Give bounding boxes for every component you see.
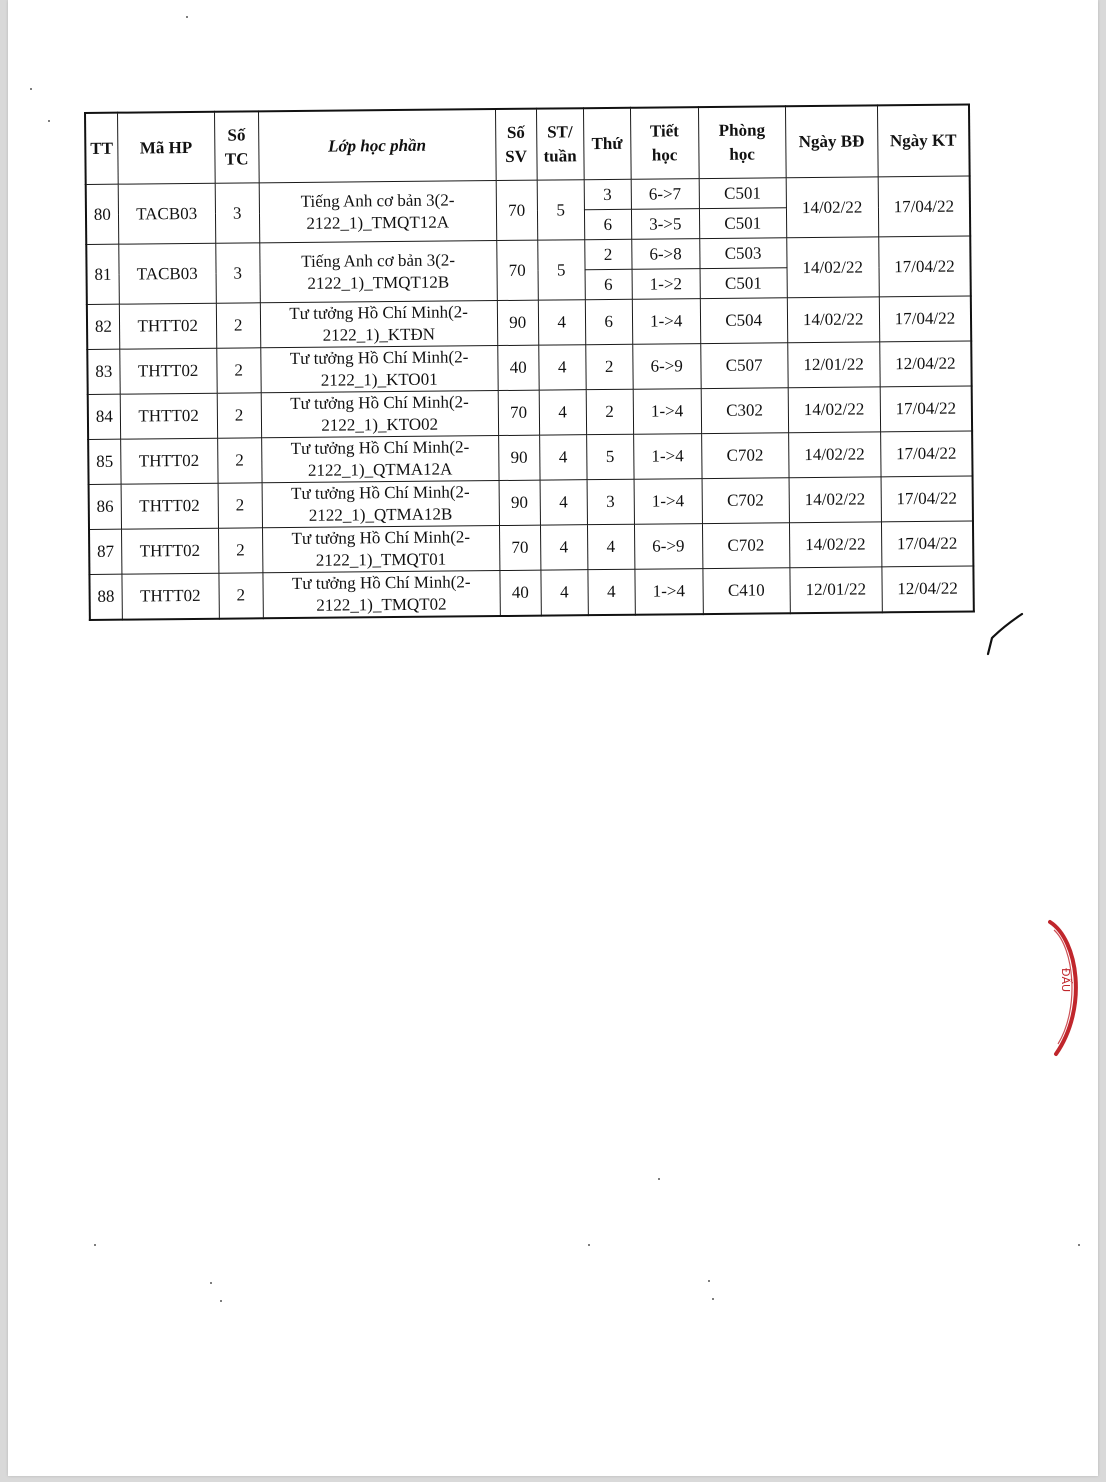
cell-so-tc: 2 (216, 348, 260, 393)
header-phong-hoc: Phòng học (698, 106, 786, 178)
cell-thu: 6 (585, 269, 632, 299)
cell-tt: 83 (87, 349, 120, 394)
header-tiet-hoc: Tiết học (630, 107, 699, 179)
cell-so-sv: 70 (496, 180, 538, 240)
header-tt: TT (85, 113, 118, 185)
cell-so-tc: 2 (217, 393, 261, 438)
cell-thu: 4 (588, 569, 635, 615)
cell-phong-hoc: C702 (702, 523, 789, 569)
cell-st-tuan: 4 (540, 525, 587, 570)
cell-so-sv: 70 (499, 525, 540, 570)
cell-so-tc: 2 (219, 573, 263, 619)
cell-ma-hp: TACB03 (118, 243, 216, 304)
cell-ngay-kt: 17/04/22 (878, 236, 971, 297)
scan-speck (186, 16, 188, 18)
cell-lop-hoc-phan: Tư tưởng Hồ Chí Minh(2- 2122_1)_KTO02 (261, 391, 498, 438)
header-so-tc: Số TC (214, 111, 259, 183)
cell-so-sv: 90 (499, 480, 540, 525)
scan-speck (30, 88, 32, 90)
cell-so-tc: 2 (217, 438, 261, 483)
cell-ma-hp: THTT02 (119, 348, 216, 394)
cell-ngay-kt: 17/04/22 (881, 521, 973, 567)
cell-lop-hoc-phan: Tư tưởng Hồ Chí Minh(2- 2122_1)_KTĐN (260, 301, 497, 348)
header-thu: Thứ (583, 108, 631, 180)
cell-ngay-kt: 17/04/22 (878, 176, 971, 237)
header-lop-hoc-phan: Lớp học phần (258, 109, 496, 183)
cell-tt: 82 (87, 304, 120, 349)
cell-ngay-bd: 12/01/22 (787, 342, 879, 388)
scan-speck (210, 1282, 212, 1284)
cell-ngay-bd: 14/02/22 (788, 387, 880, 433)
cell-thu: 5 (586, 434, 633, 479)
scan-speck (708, 1280, 710, 1282)
cell-tiet-hoc: 6->8 (631, 239, 699, 270)
cell-ngay-bd: 14/02/22 (789, 477, 881, 523)
cell-tt: 84 (88, 394, 121, 439)
cell-lop-hoc-phan: Tư tưởng Hồ Chí Minh(2- 2122_1)_QTMA12B (262, 481, 499, 528)
cell-so-tc: 3 (215, 183, 260, 243)
cell-thu: 6 (584, 209, 631, 239)
cell-so-sv: 40 (500, 570, 541, 616)
cell-phong-hoc: C503 (699, 238, 786, 269)
scan-speck (712, 1298, 714, 1300)
cell-phong-hoc: C501 (699, 208, 786, 239)
cell-ma-hp: TACB03 (118, 183, 216, 244)
scan-speck (1078, 1244, 1080, 1246)
cell-tiet-hoc: 1->4 (635, 569, 703, 615)
cell-ngay-kt: 17/04/22 (880, 386, 972, 432)
header-ngay-bd: Ngày BĐ (785, 105, 878, 177)
cell-tt: 87 (89, 529, 122, 574)
schedule-table (84, 103, 975, 620)
header-ma-hp: Mã HP (117, 112, 215, 184)
cell-st-tuan: 4 (540, 480, 587, 525)
scan-speck (220, 1300, 222, 1302)
cell-st-tuan: 4 (539, 435, 586, 480)
cell-st-tuan: 5 (537, 180, 585, 240)
cell-ngay-kt: 12/04/22 (882, 566, 974, 612)
scan-speck (588, 1244, 590, 1246)
cell-thu: 2 (584, 239, 631, 269)
cell-st-tuan: 4 (541, 570, 588, 616)
cell-tiet-hoc: 1->4 (633, 389, 701, 435)
scan-speck (658, 1178, 660, 1180)
cell-lop-hoc-phan: Tư tưởng Hồ Chí Minh(2- 2122_1)_KTO01 (260, 346, 497, 393)
header-so-sv: Số SV (495, 109, 537, 181)
cell-tiet-hoc: 1->4 (632, 299, 700, 345)
signature-mark-icon (982, 612, 1026, 658)
cell-ngay-bd: 14/02/22 (786, 177, 879, 238)
cell-thu: 2 (585, 344, 632, 389)
cell-ngay-bd: 14/02/22 (786, 237, 879, 298)
cell-st-tuan: 4 (538, 300, 585, 345)
cell-ngay-bd: 14/02/22 (787, 297, 879, 343)
cell-tt: 80 (86, 184, 119, 244)
cell-phong-hoc: C501 (700, 268, 787, 299)
cell-phong-hoc: C302 (701, 388, 788, 434)
cell-ma-hp: THTT02 (120, 393, 217, 439)
cell-phong-hoc: C507 (700, 343, 787, 389)
table-header-row (85, 105, 970, 185)
cell-ngay-bd: 12/01/22 (790, 567, 882, 613)
cell-tt: 86 (89, 484, 122, 529)
cell-tt: 85 (88, 439, 121, 484)
cell-tiet-hoc: 6->9 (634, 524, 702, 570)
cell-ma-hp: THTT02 (121, 483, 218, 529)
header-ngay-kt: Ngày KT (877, 105, 970, 177)
scan-speck (94, 1244, 96, 1246)
cell-tt: 88 (89, 574, 122, 620)
schedule-sheet (84, 103, 975, 620)
header-st-tuan: ST/ tuần (536, 108, 584, 180)
cell-ma-hp: THTT02 (120, 438, 217, 484)
cell-tiet-hoc: 1->4 (633, 434, 701, 480)
cell-st-tuan: 4 (538, 345, 585, 390)
cell-ngay-bd: 14/02/22 (788, 432, 880, 478)
red-stamp-icon (1048, 918, 1084, 1058)
scanned-page (8, 0, 1098, 1476)
cell-lop-hoc-phan: Tiếng Anh cơ bản 3(2- 2122_1)_TMQT12B (259, 241, 497, 303)
cell-tiet-hoc: 1->4 (634, 479, 702, 525)
cell-tiet-hoc: 3->5 (631, 209, 699, 240)
cell-so-tc: 2 (218, 528, 262, 573)
cell-ngay-kt: 12/04/22 (879, 341, 971, 387)
cell-so-sv: 70 (496, 240, 538, 300)
cell-so-sv: 90 (497, 300, 538, 345)
cell-ma-hp: THTT02 (122, 573, 219, 619)
cell-tiet-hoc: 1->2 (632, 269, 700, 300)
cell-lop-hoc-phan: Tư tưởng Hồ Chí Minh(2- 2122_1)_TMQT01 (262, 526, 499, 573)
cell-tiet-hoc: 6->7 (631, 179, 699, 210)
cell-so-sv: 90 (498, 435, 539, 480)
cell-phong-hoc: C501 (699, 178, 786, 209)
cell-phong-hoc: C702 (702, 478, 789, 524)
cell-phong-hoc: C702 (701, 433, 788, 479)
cell-thu: 2 (586, 389, 633, 434)
cell-thu: 4 (587, 524, 634, 569)
cell-so-sv: 40 (497, 345, 538, 390)
cell-so-tc: 3 (215, 243, 260, 303)
scan-speck (48, 120, 50, 122)
cell-phong-hoc: C410 (703, 568, 790, 614)
cell-tt: 81 (86, 244, 119, 304)
cell-lop-hoc-phan: Tư tưởng Hồ Chí Minh(2- 2122_1)_TMQT02 (263, 571, 500, 619)
cell-st-tuan: 5 (537, 240, 585, 300)
cell-thu: 3 (587, 479, 634, 524)
cell-ngay-kt: 17/04/22 (879, 296, 971, 342)
cell-so-tc: 2 (216, 303, 260, 348)
cell-ma-hp: THTT02 (119, 303, 216, 349)
cell-ngay-kt: 17/04/22 (881, 476, 973, 522)
cell-ngay-kt: 17/04/22 (880, 431, 972, 477)
cell-st-tuan: 4 (539, 390, 586, 435)
table-row (89, 566, 974, 620)
cell-so-tc: 2 (218, 483, 262, 528)
cell-lop-hoc-phan: Tiếng Anh cơ bản 3(2- 2122_1)_TMQT12A (259, 181, 497, 243)
cell-thu: 3 (584, 179, 631, 209)
stamp-text: ĐẤU (1059, 968, 1072, 993)
cell-ma-hp: THTT02 (121, 528, 218, 574)
cell-phong-hoc: C504 (700, 298, 787, 344)
cell-thu: 6 (585, 299, 632, 344)
cell-lop-hoc-phan: Tư tưởng Hồ Chí Minh(2- 2122_1)_QTMA12A (261, 436, 498, 483)
cell-tiet-hoc: 6->9 (632, 344, 700, 390)
cell-so-sv: 70 (498, 390, 539, 435)
cell-ngay-bd: 14/02/22 (789, 522, 881, 568)
